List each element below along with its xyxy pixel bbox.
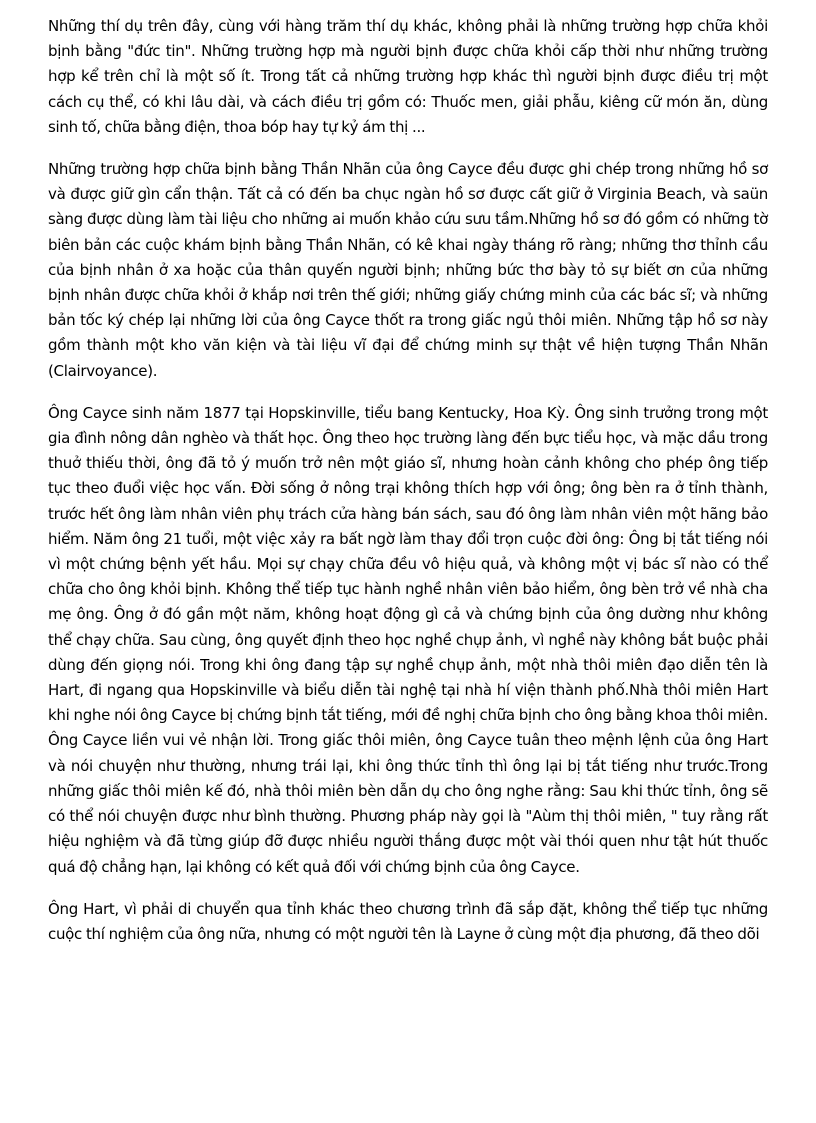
- paragraph-1: Những thí dụ trên đây, cùng với hàng trăm thí dụ khác, không phải là những trường hợp chữa khỏi bịnh bằng "đức tin". Những trường hợp mà người bịnh được chữa khỏi cấp thời như những trường hợp kể trên chỉ là một số ít. Trong tất cả những trường hợp khác thì người bịnh được điều trị một cách cụ thể, có khi lâu dài, và cách điều trị gồm có: Thuốc men, giải phẫu, kiêng cữ món ăn, dùng sinh tố, chữa bằng điện, thoa bóp hay tự kỷ ám thị ...: [48, 17, 768, 136]
- document-page: [48, 14, 768, 964]
- paragraph-3: Ông Cayce sinh năm 1877 tại Hopskinville, tiểu bang Kentucky, Hoa Kỳ. Ông sinh trưởng trong một gia đình nông dân nghèo và thất học. Ông theo học trường làng đến bực tiểu học, và mặc dầu trong thuở thiếu thời, ông đã tỏ ý muốn trở nên một giáo sĩ, nhưng hoàn cảnh không cho phép ông tiếp tục theo đuổi việc học vấn. Đời sống ở nông trại không thích hợp với ông; ông bèn ra ở tỉnh thành, trước hết ông làm nhân viên phụ trách cửa hàng bán sách, sau đó ông làm nhân viên một hãng bảo hiểm. Năm ông 21 tuổi, một việc xảy ra bất ngờ làm thay đổi trọn cuộc đời ông: Ông bị tắt tiếng nói vì một chứng bệnh yết hầu. Mọi sự chạy chữa đều vô hiệu quả, và không một vị bác sĩ nào có thể chữa cho ông khỏi bịnh. Không thể tiếp tục hành nghề nhân viên bảo hiểm, ông bèn trở về nhà cha mẹ ông. Ông ở đó gần một năm, không hoạt động gì cả và chứng bịnh của ông dường như không thể chạy chữa. Sau cùng, ông quyết định theo học nghề chụp ảnh, vì nghề này không bắt buộc phải dùng đến giọng nói. Trong khi ông đang tập sự nghề chụp ảnh, một nhà thôi miên đạo diễn tên là Hart, đi ngang qua Hopskinville và biểu diễn tài nghệ tại nhà hí viện thành phố.Nhà thôi miên Hart khi nghe nói ông Cayce bị chứng bịnh tắt tiếng, mới đề nghị chữa bịnh cho ông bằng khoa thôi miên. Ông Cayce liền vui vẻ nhận lời. Trong giấc thôi miên, ông Cayce tuân theo mệnh lệnh của ông Hart và nói chuyện như thường, nhưng trái lại, khi ông thức tỉnh thì ông lại bị tắt tiếng như trước.Trong những giấc thôi miên kế đó, nhà thôi miên bèn dẫn dụ cho ông nghe rằng: Sau khi thức tỉnh, ông sẽ có thể nói chuyện được như bình thường. Phương pháp này gọi là "Aùm thị thôi miên, " tuy rằng rất hiệu nghiệm và đã từng giúp đỡ được nhiều người thắng được một vài thói quen như tật hút thuốc quá độ chẳng hạn, lại không có kết quả đối với chứng bịnh của ông Cayce.: [48, 403, 768, 876]
- paragraph-2: Những trường hợp chữa bịnh bằng Thần Nhãn của ông Cayce đều được ghi chép trong những hồ sơ và được giữ gìn cẩn thận. Tất cả có đến ba chục ngàn hồ sơ được cất giữ ở Virginia Beach, và saün sàng được dùng làm tài liệu cho những ai muốn khảo cứu sưu tầm.Những hồ sơ đó gồm có những tờ biên bản các cuộc khám bịnh bằng Thần Nhãn, có kê khai ngày tháng rõ ràng; những thơ thỉnh cầu của bịnh nhân ở xa hoặc của thân quyến người bịnh; những bức thơ bày tỏ sự biết ơn của những bịnh nhân được chữa khỏi ở khắp nơi trên thế giới; những giấy chứng minh của các bác sĩ; và những bản tốc ký chép lại những lời của ông Cayce thốt ra trong giấc ngủ thôi miên. Những tập hồ sơ này gồm thành một kho văn kiện và tài liệu vĩ đại để chứng minh sự thật về hiện tượng Thần Nhãn (Clairvoyance).: [48, 160, 768, 380]
- paragraph-4: Ông Hart, vì phải di chuyển qua tỉnh khác theo chương trình đã sắp đặt, không thể tiếp tục những cuộc thí nghiệm của ông nữa, nhưng có một người tên là Layne ở cùng một địa phương, đã theo dõi: [48, 899, 768, 943]
